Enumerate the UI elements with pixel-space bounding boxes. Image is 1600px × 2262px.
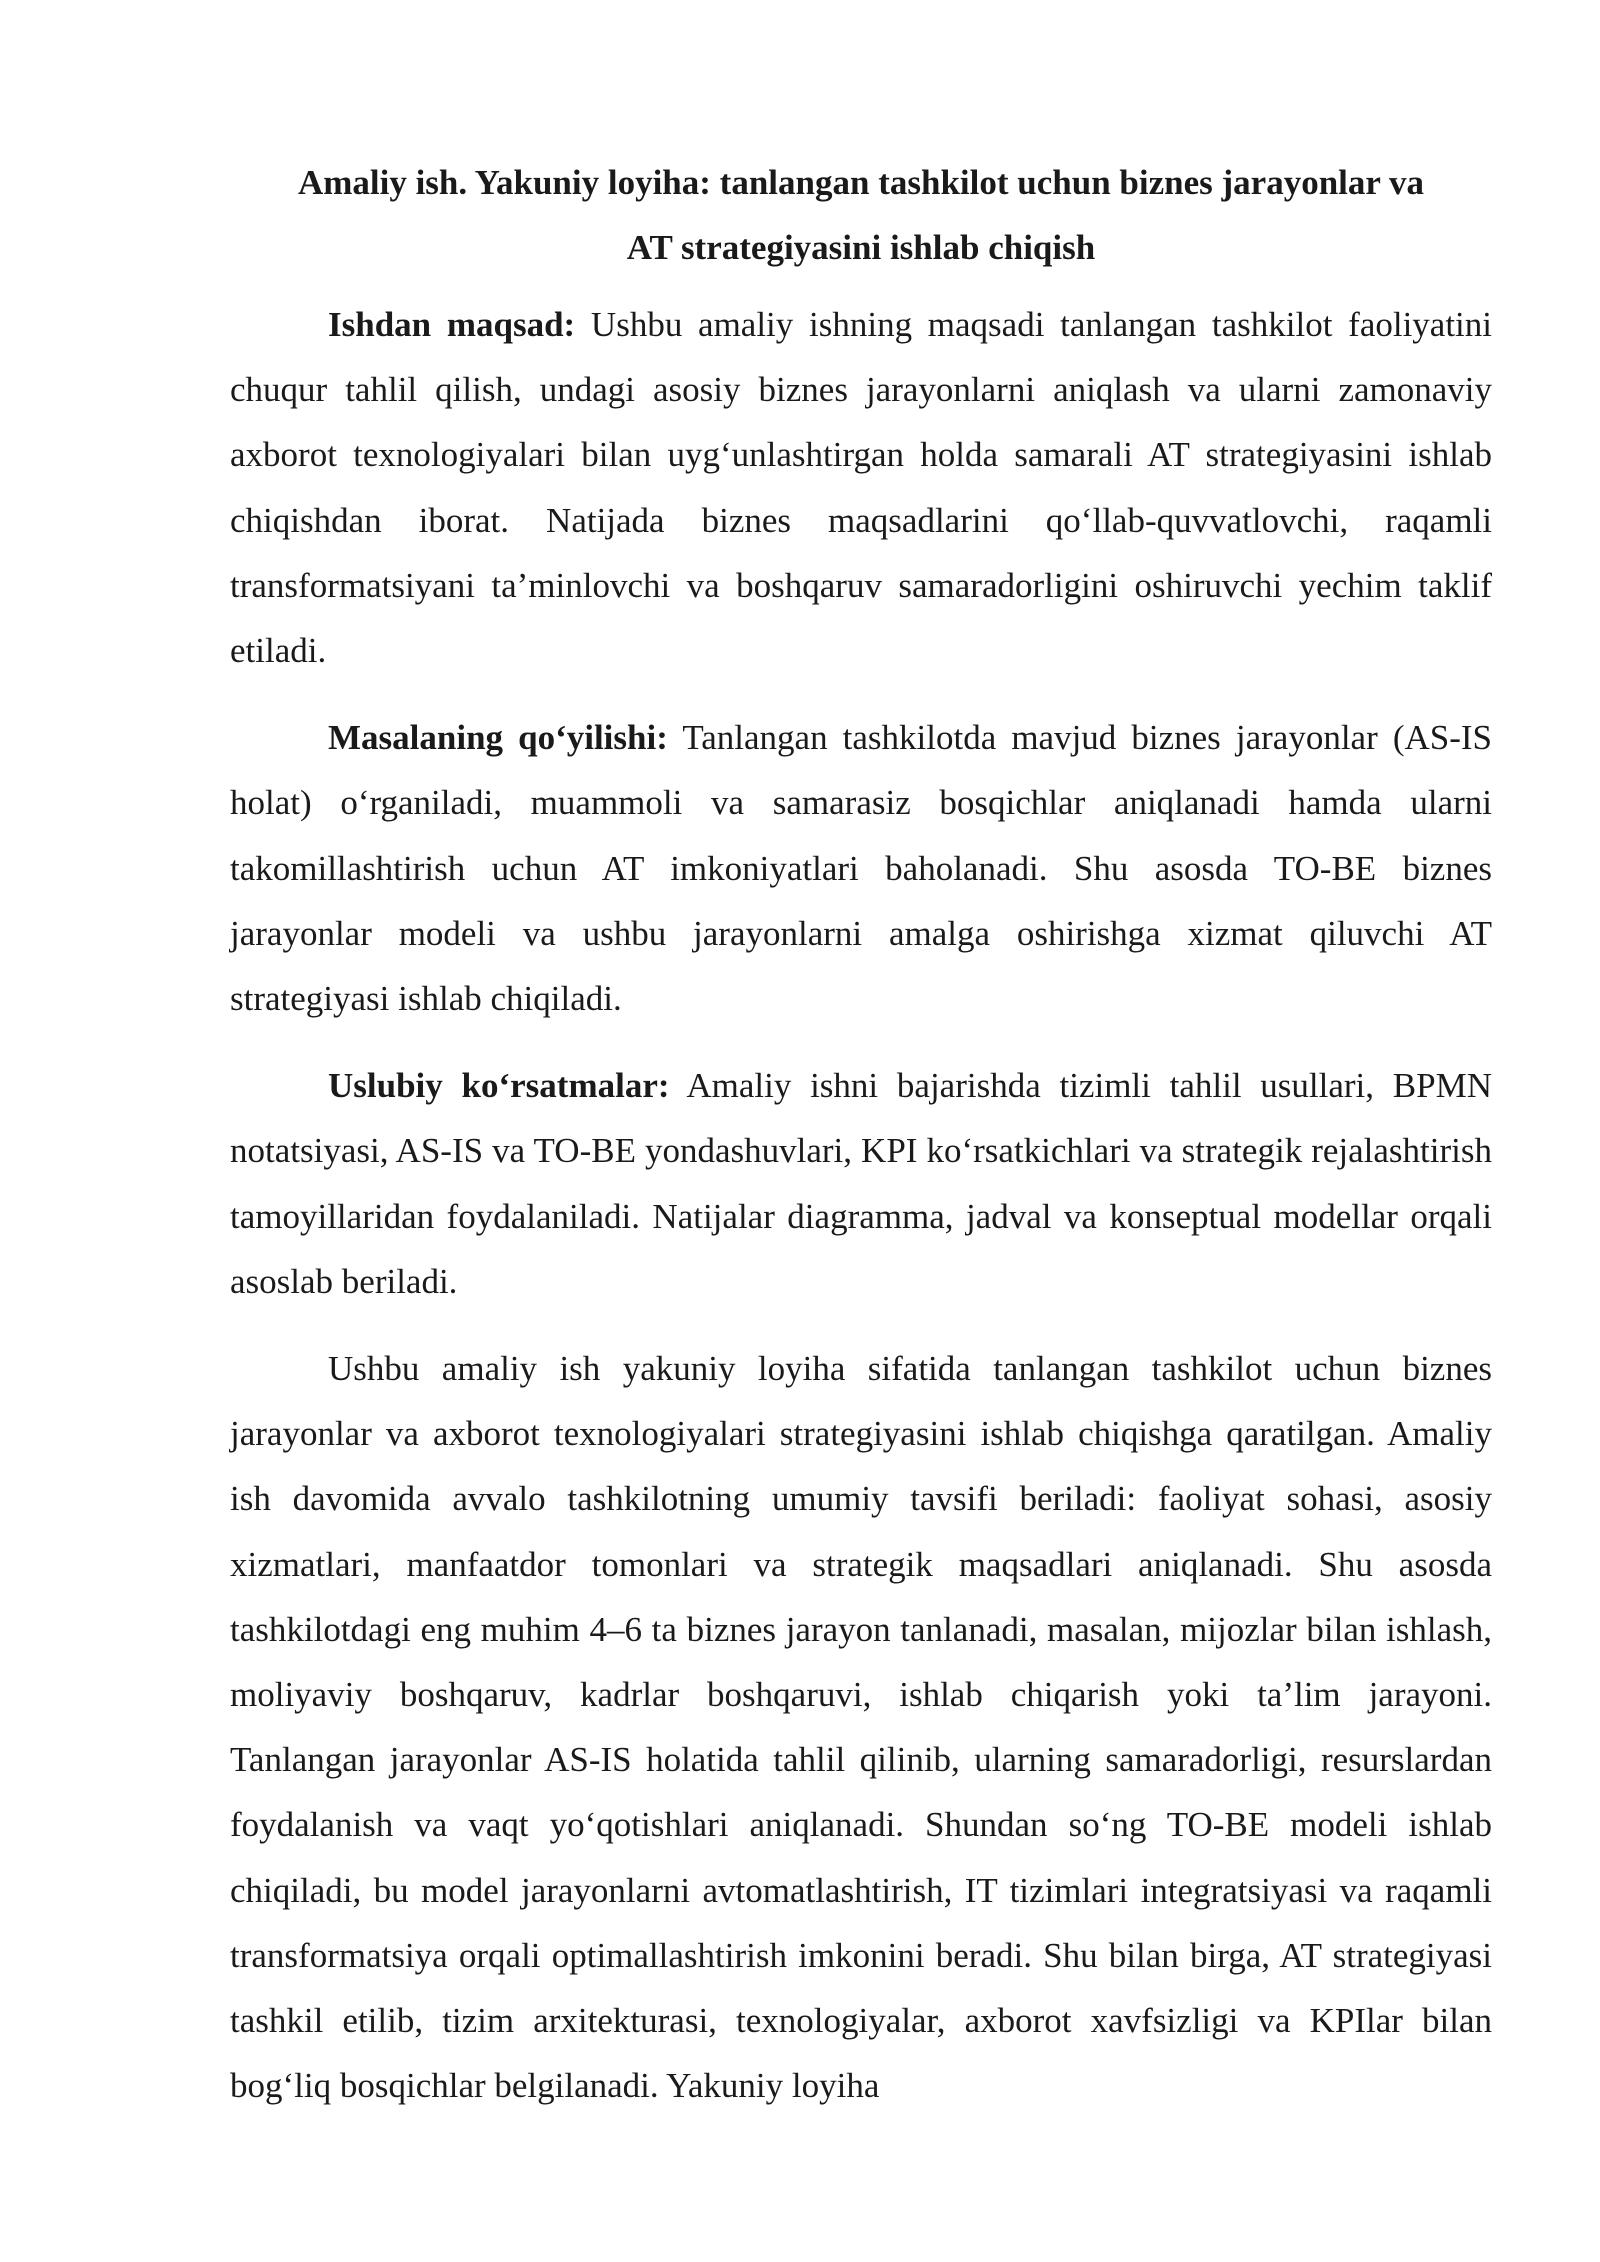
paragraph-text: Ushbu amaliy ish yakuniy loyiha sifatida tanlangan tashkilot uchun biznes jarayonlar va axborot texnologiyalari strategiyasini ishlab chiqishga qaratilgan. Amaliy ish davomida avvalo tashkilotning umumiy tavsifi beriladi: faoliyat sohasi, asosiy xizmatlari, manfaatdor tomonlari va strategik maqsadlari aniqlanadi. Shu asosda tashkilotdagi eng muhim 4–6 ta biznes jarayon tanlanadi, masalan, mijozlar bilan ishlash, moliyaviy boshqaruv, kadrlar boshqaruvi, ishlab chiqarish yoki ta’lim jarayoni. Tanlangan jarayonlar AS-IS holatida tahlil qilinib, ularning samaradorligi, resurslardan foydalanish va vaqt yo‘qotishlari aniqlanadi. Shundan so‘ng TO-BE modeli ishlab chiqiladi, bu model jarayonlarni avtomatlashtirish, IT tizimlari integratsiyasi va raqamli transformatsiya orqali optimallashtirish imkonini beradi. Shu bilan birga, AT strategiyasi tashkil etilib, tizim arxitekturasi, texnologiyalar, axborot xavfsizligi va KPIlar bilan bog‘liq bosqichlar belgilanadi. Yakuniy loyiha xyxy=(230,1349,1492,2106)
paragraph-lead: Masalaning qo‘yilishi: xyxy=(328,718,668,758)
paragraph-text: Amaliy ishni bajarishda tizimli tahlil usullari, BPMN notatsiyasi, AS-IS va TO-BE yondashuvlari, KPI ko‘rsatkichlari va strategik rejalashtirish tamoyillaridan foydalaniladi. Natijalar diagramma, jadval va konseptual modellar orqali asoslab beriladi. xyxy=(230,1066,1492,1301)
document-title xyxy=(230,150,1492,280)
paragraph-text: Tanlangan tashkilotda mavjud biznes jarayonlar (AS-IS holat) o‘rganiladi, muammoli va samarasiz bosqichlar aniqlanadi hamda ularni takomillashtirish uchun AT imkoniyatlari baholanadi. Shu asosda TO-BE biznes jarayonlar modeli va ushbu jarayonlarni amalga oshirishga xizmat qiluvchi AT strategiyasi ishlab chiqiladi. xyxy=(230,718,1492,1019)
title-line-2: AT strategiyasini ishlab chiqish xyxy=(626,228,1096,267)
paragraph-text: Ushbu amaliy ishning maqsadi tanlangan tashkilot faoliyatini chuqur tahlil qilish, undagi asosiy biznes jarayonlarni aniqlash va ularni zamonaviy axborot texnologiyalari bilan uyg‘unlashtirgan holda samarali AT strategiyasini ishlab chiqishdan iborat. Natijada biznes maqsadlarini qo‘llab-quvvatlovchi, raqamli transformatsiyani ta’minlovchi va boshqaruv samaradorligini oshiruvchi yechim taklif etiladi. xyxy=(230,305,1493,671)
paragraph-problem-statement xyxy=(230,705,1492,1031)
paragraph-lead: Uslubiy ko‘rsatmalar: xyxy=(328,1066,670,1106)
paragraph-description xyxy=(230,1336,1492,2118)
title-line-1: Amaliy ish. Yakuniy loyiha: tanlangan tashkilot uchun biznes jarayonlar va xyxy=(297,163,1425,202)
document-page xyxy=(230,150,1492,2140)
paragraph-goal xyxy=(230,292,1492,683)
paragraph-methodology xyxy=(230,1053,1492,1314)
paragraph-lead: Ishdan maqsad: xyxy=(328,305,576,344)
